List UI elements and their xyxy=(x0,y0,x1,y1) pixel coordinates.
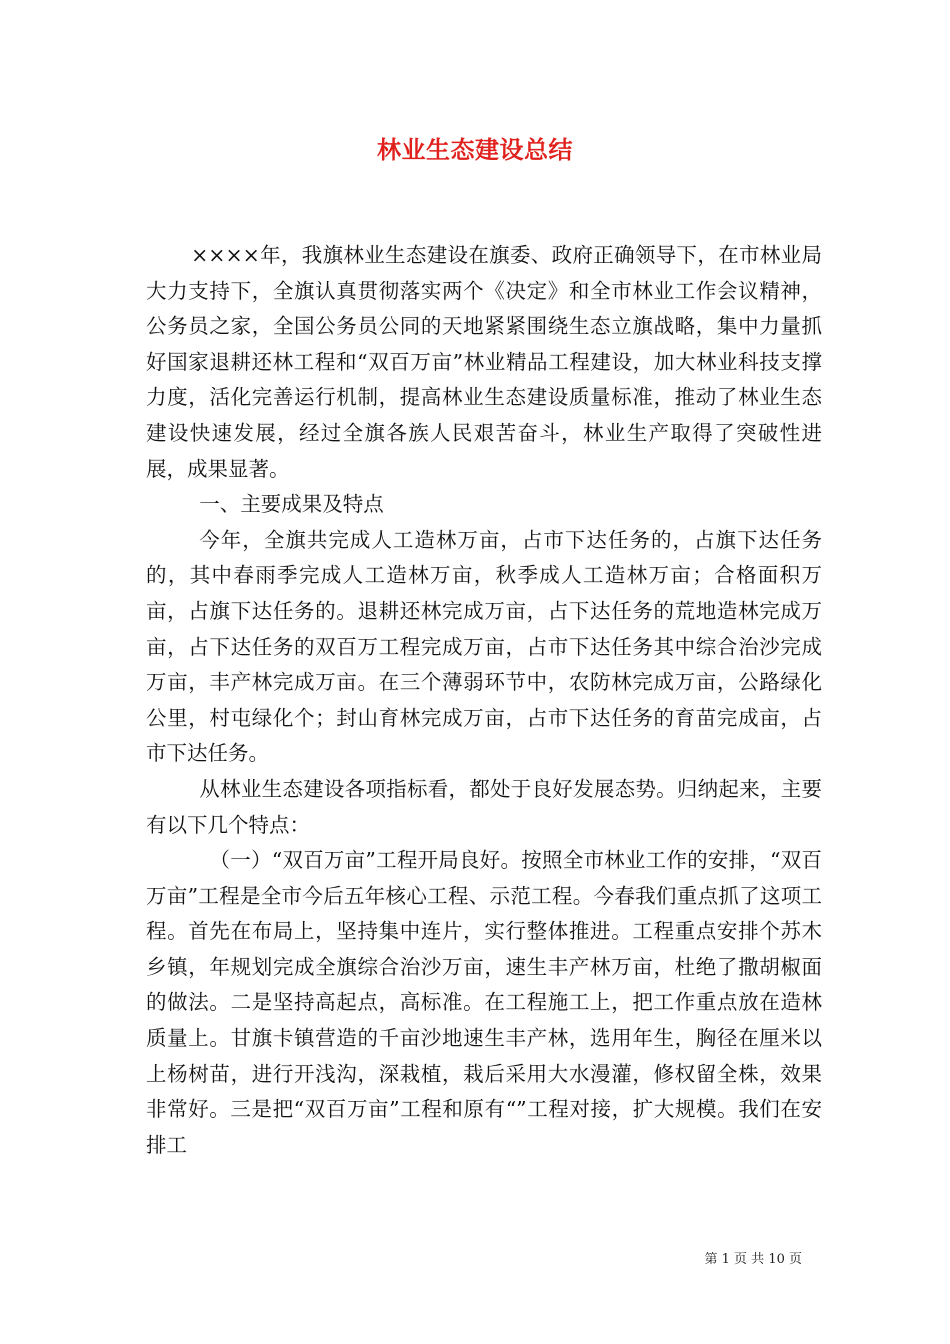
document-title: 林业生态建设总结 xyxy=(377,135,573,164)
page-number: 第 1 页 共 10 页 xyxy=(704,1252,802,1267)
section-heading-main-results: 一、主要成果及特点 xyxy=(199,492,384,517)
paragraph-feature-one: （一）“双百万亩”工程开局良好。按照全市林业工作的安排，“双百万亩”工程是全市今后五年核心工程、示范工程。今春我们重点抓了这项工程。首先在布局上，坚持集中连片，实行整体推进。工程重点安排个苏木乡镇，年规划完成全旗综合治沙万亩，速生丰产林万亩，杜绝了撒胡椒面的做法。二是坚持高起点，高标准。在工程施工上，把工作重点放在造林质量上。甘旗卡镇营造的千亩沙地速生丰产林，选用年生，胸径在厘米以上杨树苗，进行开浅沟，深栽植，栽后采用大水漫灌，修权留全株，效果非常好。三是把“双百万亩”工程和原有“”工程对接，扩大规模。我们在安排工 xyxy=(146,848,822,1157)
paragraph-intro: ××××年，我旗林业生态建设在旗委、政府正确领导下，在市林业局大力支持下，全旗认真贯彻落实两个《决定》和全市林业工作会议精神，公务员之家，全国公务员公同的天地紧紧围绕生态立旗战略，集中力量抓好国家退耕还林工程和“双百万亩”林业精品工程建设，加大林业科技支撑力度，活化完善运行机制，提高林业生态建设质量标准，推动了林业生态建设快速发展，经过全旗各族人民艰苦奋斗，林业生产取得了突破性进展，成果显著。 xyxy=(146,243,822,481)
paragraph-results: 今年，全旗共完成人工造林万亩，占市下达任务的，占旗下达任务的，其中春雨季完成人工造林万亩，秋季成人工造林万亩；合格面积万亩，占旗下达任务的。退耕还林完成万亩，占下达任务的荒地造林完成万亩，占下达任务的双百万工程完成万亩，占市下达任务其中综合治沙完成万亩，丰产林完成万亩。在三个薄弱环节中，农防林完成万亩，公路绿化公里，村屯绿化个；封山育林完成万亩，占市下达任务的育苗完成亩，占市下达任务。 xyxy=(146,527,822,766)
paragraph-indicators: 从林业生态建设各项指标看，都处于良好发展态势。归纳起来，主要有以下几个特点： xyxy=(146,776,822,837)
document-body xyxy=(146,238,822,1163)
